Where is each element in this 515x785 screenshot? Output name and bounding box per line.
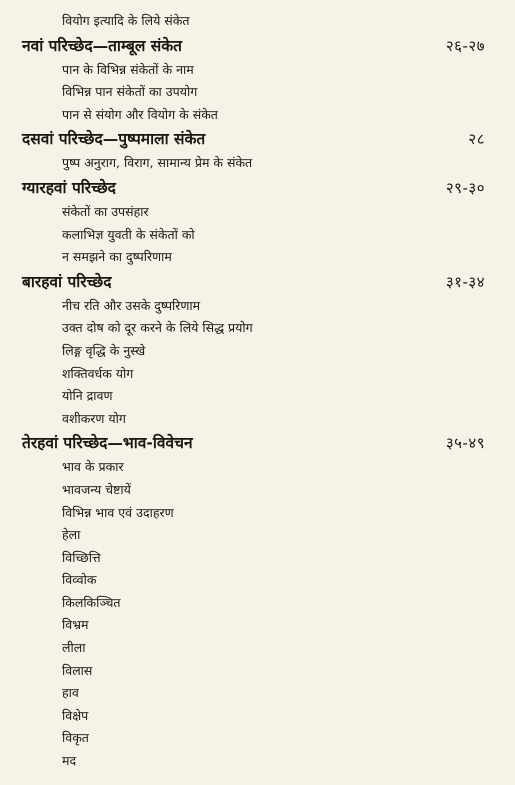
- topic-item: पान से संयोग और वियोग के संकेत: [62, 106, 218, 122]
- chapter-section: [0, 126, 515, 175]
- chapter-heading: [0, 175, 515, 201]
- chapter-title: दसवां परिच्छेद—पुष्पमाला संकेत: [22, 130, 206, 149]
- chapter-title: बारहवां परिच्छेद: [22, 272, 112, 291]
- topic-item: कलाभिज्ञ युवती के संकेतों को: [62, 226, 195, 242]
- chapter-section: [0, 430, 515, 772]
- table-of-contents: [0, 10, 515, 773]
- topic-item: न समझने का दुष्परिणाम: [62, 249, 172, 265]
- topic-item: विकृत: [62, 730, 89, 746]
- topic-item: विव्वोक: [62, 572, 97, 588]
- topic-item: मद: [62, 753, 77, 769]
- chapter-title: तेरहवां परिच्छेद—भाव-विवेचन: [22, 434, 193, 453]
- topic-item: पुष्प अनुराग, विराग, सामान्य प्रेम के संकेत: [62, 155, 253, 171]
- topic-item: नीच रति और उसके दुष्परिणाम: [62, 297, 201, 313]
- topic-item: योनि द्रावण: [62, 388, 113, 404]
- topic-item: विलास: [62, 662, 93, 678]
- topic-item: विभिन्न पान संकेतों का उपयोग: [62, 84, 198, 100]
- topic-item: लीला: [62, 640, 86, 656]
- topic-item: उक्त दोष को दूर करने के लिये सिद्ध प्रयोग: [62, 320, 253, 336]
- chapter-title: ग्यारहवां परिच्छेद: [22, 178, 116, 197]
- chapter-heading: [0, 126, 515, 152]
- topic-item: विभ्रम: [62, 617, 89, 633]
- topic-item: विभिन्न भाव एवं उदाहरण: [62, 504, 174, 520]
- topic-list: [0, 456, 515, 772]
- chapter-section: [0, 33, 515, 127]
- topic-list: [0, 59, 515, 127]
- topic-item: पान के विभिन्न संकेतों के नाम: [62, 61, 194, 77]
- chapter-page-range: २८: [468, 130, 485, 149]
- intro-topic-list: [0, 10, 515, 33]
- topic-item: विच्छित्ति: [62, 549, 101, 565]
- chapter-heading: [0, 430, 515, 456]
- topic-item: किलकिञ्चित: [62, 594, 121, 610]
- chapter-page-range: ३१-३४: [445, 272, 485, 291]
- chapter-page-range: २९-३०: [445, 178, 485, 197]
- chapter-page-range: २६-२७: [445, 36, 485, 55]
- topic-list: [0, 295, 515, 431]
- chapter-title: नवां परिच्छेद—ताम्बूल संकेत: [22, 36, 182, 55]
- topic-list: [0, 201, 515, 269]
- topic-item: वशीकरण योग: [62, 410, 126, 426]
- chapter-section: [0, 175, 515, 269]
- topic-item: लिङ्ग वृद्धि के नुस्खे: [62, 342, 146, 358]
- topic-item: हाव: [62, 685, 79, 701]
- topic-list: [0, 152, 515, 175]
- topic-item: भावजन्य चेष्टायें: [62, 481, 131, 497]
- topic-item: विक्षेप: [62, 707, 89, 723]
- topic-item: शक्तिवर्धक योग: [62, 365, 134, 381]
- chapter-heading: [0, 269, 515, 295]
- topic-item: भाव के प्रकार: [62, 459, 124, 475]
- chapter-page-range: ३५-४९: [445, 434, 485, 453]
- chapter-section: [0, 269, 515, 431]
- topic-item: संकेतों का उपसंहार: [62, 203, 149, 219]
- chapter-heading: [0, 33, 515, 59]
- chapter-list: [0, 33, 515, 773]
- topic-item: हेला: [62, 527, 81, 543]
- topic-item: वियोग इत्यादि के लिये संकेत: [62, 13, 190, 28]
